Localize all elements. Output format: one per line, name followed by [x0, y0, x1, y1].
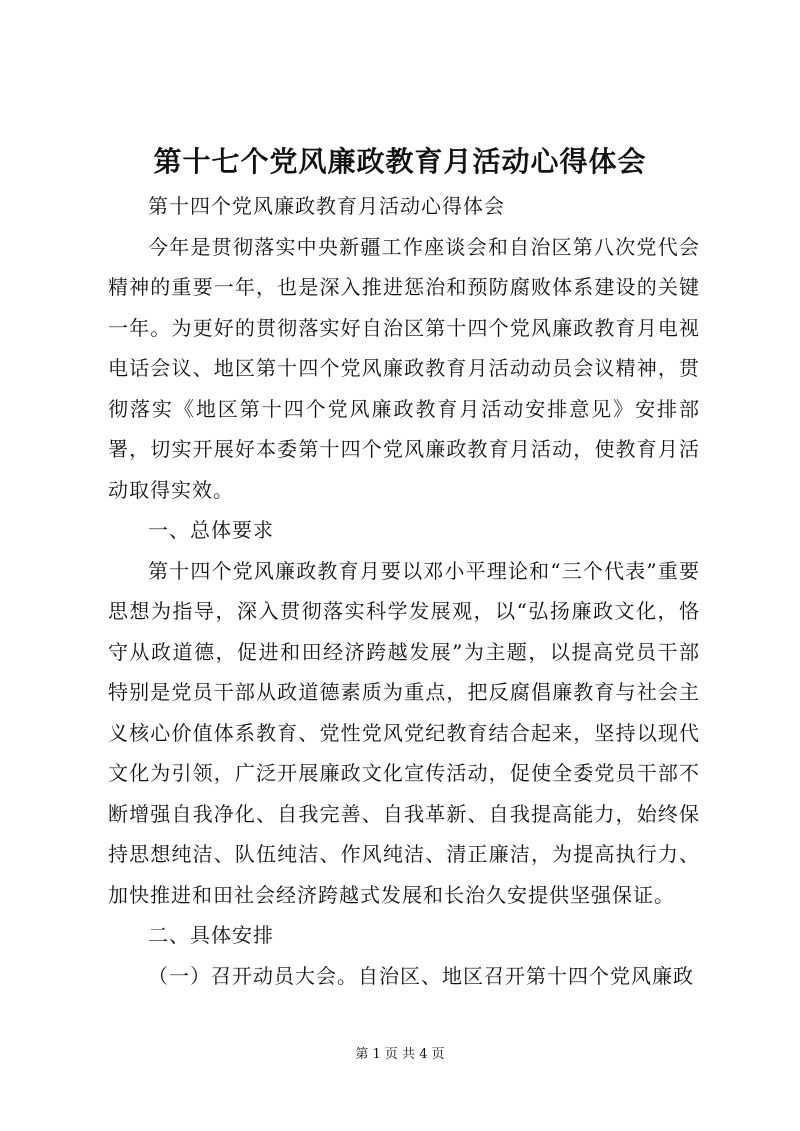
section-heading-specific-arrangements: 二、具体安排: [148, 923, 274, 947]
arrangement-item-1: （一）召开动员大会。自治区、地区召开第十四个党风廉政: [148, 963, 694, 988]
subtitle-paragraph: 第十四个党风廉政教育月活动心得体会: [148, 194, 505, 218]
document-title: 第十七个党风廉政教育月活动心得体会: [153, 145, 647, 178]
intro-paragraph: 今年是贯彻落实中央新疆工作座谈会和自治区第八次党代会精神的重要一年，也是深入推进惩治和预防腐败体系建设的关键一年。为更好的贯彻落实好自治区第十四个党风廉政教育月电视电话会议、地区第十四个党风廉政教育月活动动员会议精神，贯彻落实《地区第十四个党风廉政教育月活动安排意见》安排部署，切实开展好本委第十四个党风廉政教育月活动，使教育月活动取得实效。: [108, 234, 700, 502]
section-heading-general-requirements: 一、总体要求: [148, 518, 274, 542]
requirements-paragraph: 第十四个党风廉政教育月要以邓小平理论和“三个代表”重要思想为指导，深入贯彻落实科学发展观，以“弘扬廉政文化，恪守从政道德，促进和田经济跨越发展”为主题，以提高党员干部特别是党员干部从政道德素质为重点，把反腐倡廉教育与社会主义核心价值体系教育、党性党风党纪教育结合起来，坚持以现代文化为引领，广泛开展廉政文化宣传活动，促使全委党员干部不断增强自我净化、自我完善、自我革新、自我提高能力，始终保持思想纯洁、队伍纯洁、作风纯洁、清正廉洁，为提高执行力、加快推进和田社会经济跨越式发展和长治久安提供坚强保证。: [108, 558, 700, 907]
document-body: [108, 186, 700, 996]
page-footer: 第 1 页 共 4 页: [355, 1047, 445, 1062]
